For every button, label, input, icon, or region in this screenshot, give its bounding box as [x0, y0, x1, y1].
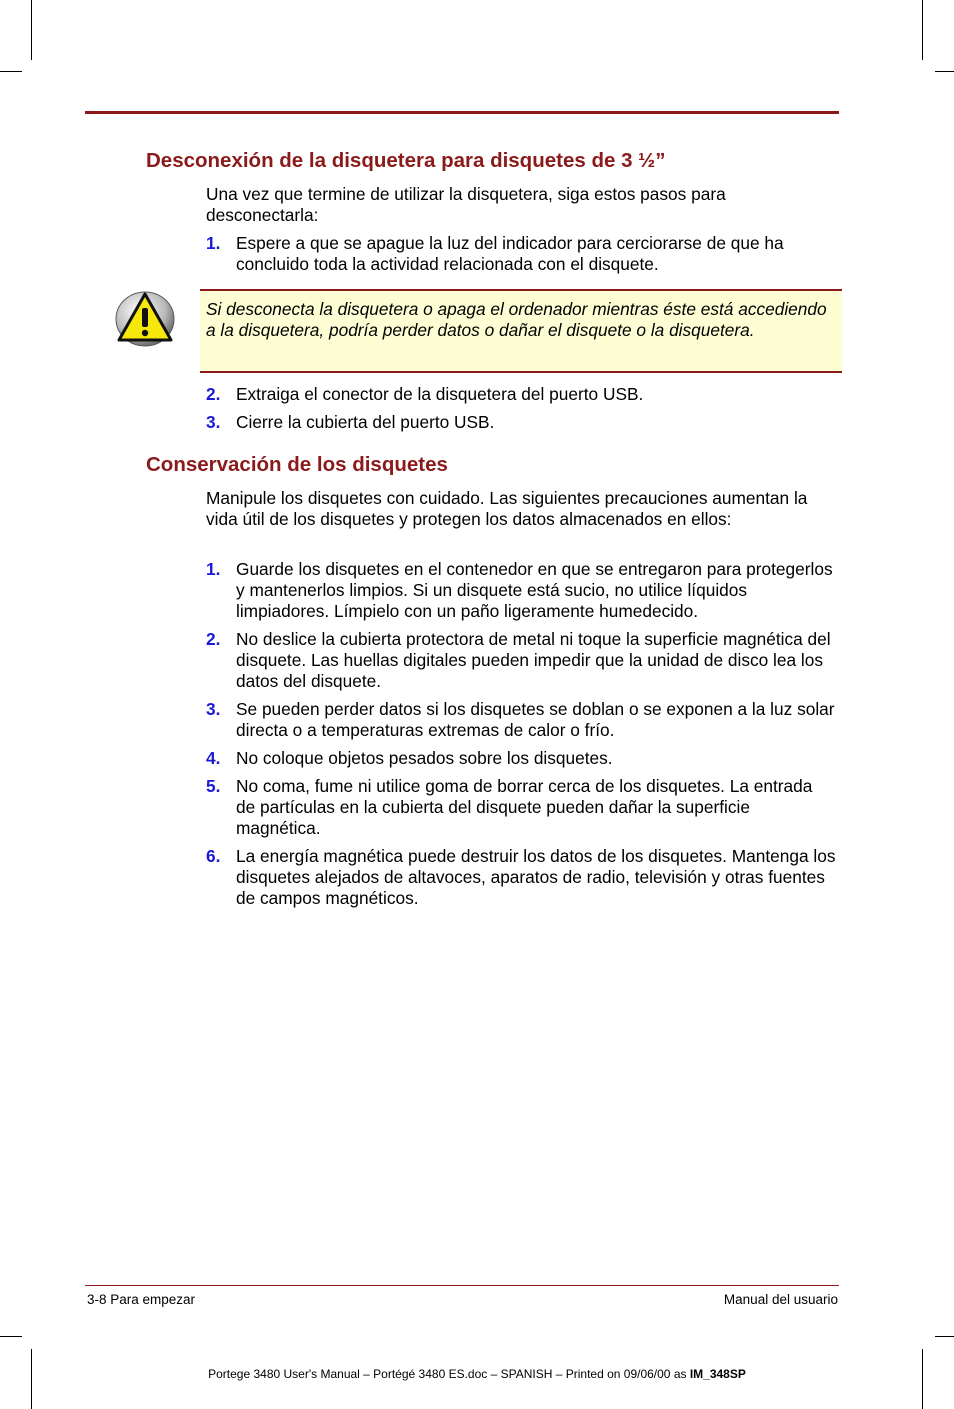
step-number: 6. [206, 846, 221, 866]
step-text: La energía magnética puede destruir los datos de los disquetes. Mantenga los disquetes alejados de altavoces, aparatos de radio, televisión y otras fuentes de campos magnéticos. [236, 846, 836, 909]
step-text: No deslice la cubierta protectora de metal ni toque la superficie magnética del disquete. Las huellas digitales pueden impedir que la unidad de disco lea los datos del disquete. [236, 629, 831, 692]
step-number: 1. [206, 233, 221, 253]
step-text: Extraiga el conector de la disquetera del puerto USB. [236, 384, 644, 404]
list-item [206, 776, 836, 840]
section-heading-care: Conservación de los disquetes [146, 453, 448, 476]
footer-rule [85, 1285, 839, 1286]
section-intro: Una vez que termine de utilizar la disquetera, siga estos pasos para desconectarla: [206, 184, 726, 226]
section-intro: Manipule los disquetes con cuidado. Las siguientes precauciones aumentan la vida útil de los disquetes y protegen los datos almacenados en ellos: [206, 488, 808, 530]
step-text: Se pueden perder datos si los disquetes se doblan o se exponen a la luz solar directa o a temperaturas extremas de calor o frío. [236, 699, 835, 741]
list-item [206, 629, 836, 693]
step-text: Cierre la cubierta del puerto USB. [236, 412, 495, 432]
step-number: 1. [206, 559, 221, 579]
footer-right: Manual del usuario [723, 1292, 838, 1307]
list-item [206, 846, 836, 910]
step-number: 3. [206, 699, 221, 719]
warning-triangle-icon [114, 290, 176, 348]
step-number: 3. [206, 412, 221, 432]
step-text: No coma, fume ni utilice goma de borrar cerca de los disquetes. La entrada de partículas en la cubierta del disquete pueden dañar la superficie magnética. [236, 776, 813, 839]
print-info-code: IM_348SP [689, 1367, 746, 1381]
warning-text: Si desconecta la disquetera o apaga el ordenador mientras éste está accediendo a la disquetera, podría perder datos o dañar el disquete o la disquetera. [206, 299, 827, 341]
section-heading-disconnect: Desconexión de la disquetera para disquetes de 3 ½” [146, 149, 666, 172]
list-item [206, 699, 836, 741]
print-info-text: Portege 3480 User's Manual – Portégé 3480 ES.doc – SPANISH – Printed on 09/06/00 as [208, 1367, 690, 1381]
crop-mark [0, 1336, 22, 1337]
step-text: Espere a que se apague la luz del indicador para cerciorarse de que ha concluido toda la actividad relacionada con el disquete. [236, 233, 784, 275]
step-text: Guarde los disquetes en el contenedor en que se entregaron para protegerlos y mantenerlos limpios. Si un disquete está sucio, no utilice líquidos limpiadores. Límpielo con un paño ligeramente humedecido. [236, 559, 833, 622]
crop-mark [922, 0, 923, 60]
list-item [206, 559, 836, 623]
print-info [0, 1367, 954, 1381]
step-text: No coloque objetos pesados sobre los disquetes. [236, 748, 613, 768]
step-number: 2. [206, 384, 221, 404]
warning-box [200, 289, 842, 373]
header-rule [85, 111, 839, 114]
list-item [206, 412, 836, 433]
step-number: 2. [206, 629, 221, 649]
list-item [206, 384, 836, 405]
crop-mark [0, 71, 22, 72]
list-item [206, 233, 836, 275]
step-number: 4. [206, 748, 221, 768]
footer-left: 3-8 Para empezar [87, 1292, 196, 1307]
crop-mark [31, 0, 32, 60]
step-number: 5. [206, 776, 221, 796]
list-item [206, 748, 836, 769]
crop-mark [935, 71, 954, 72]
crop-mark [935, 1336, 954, 1337]
